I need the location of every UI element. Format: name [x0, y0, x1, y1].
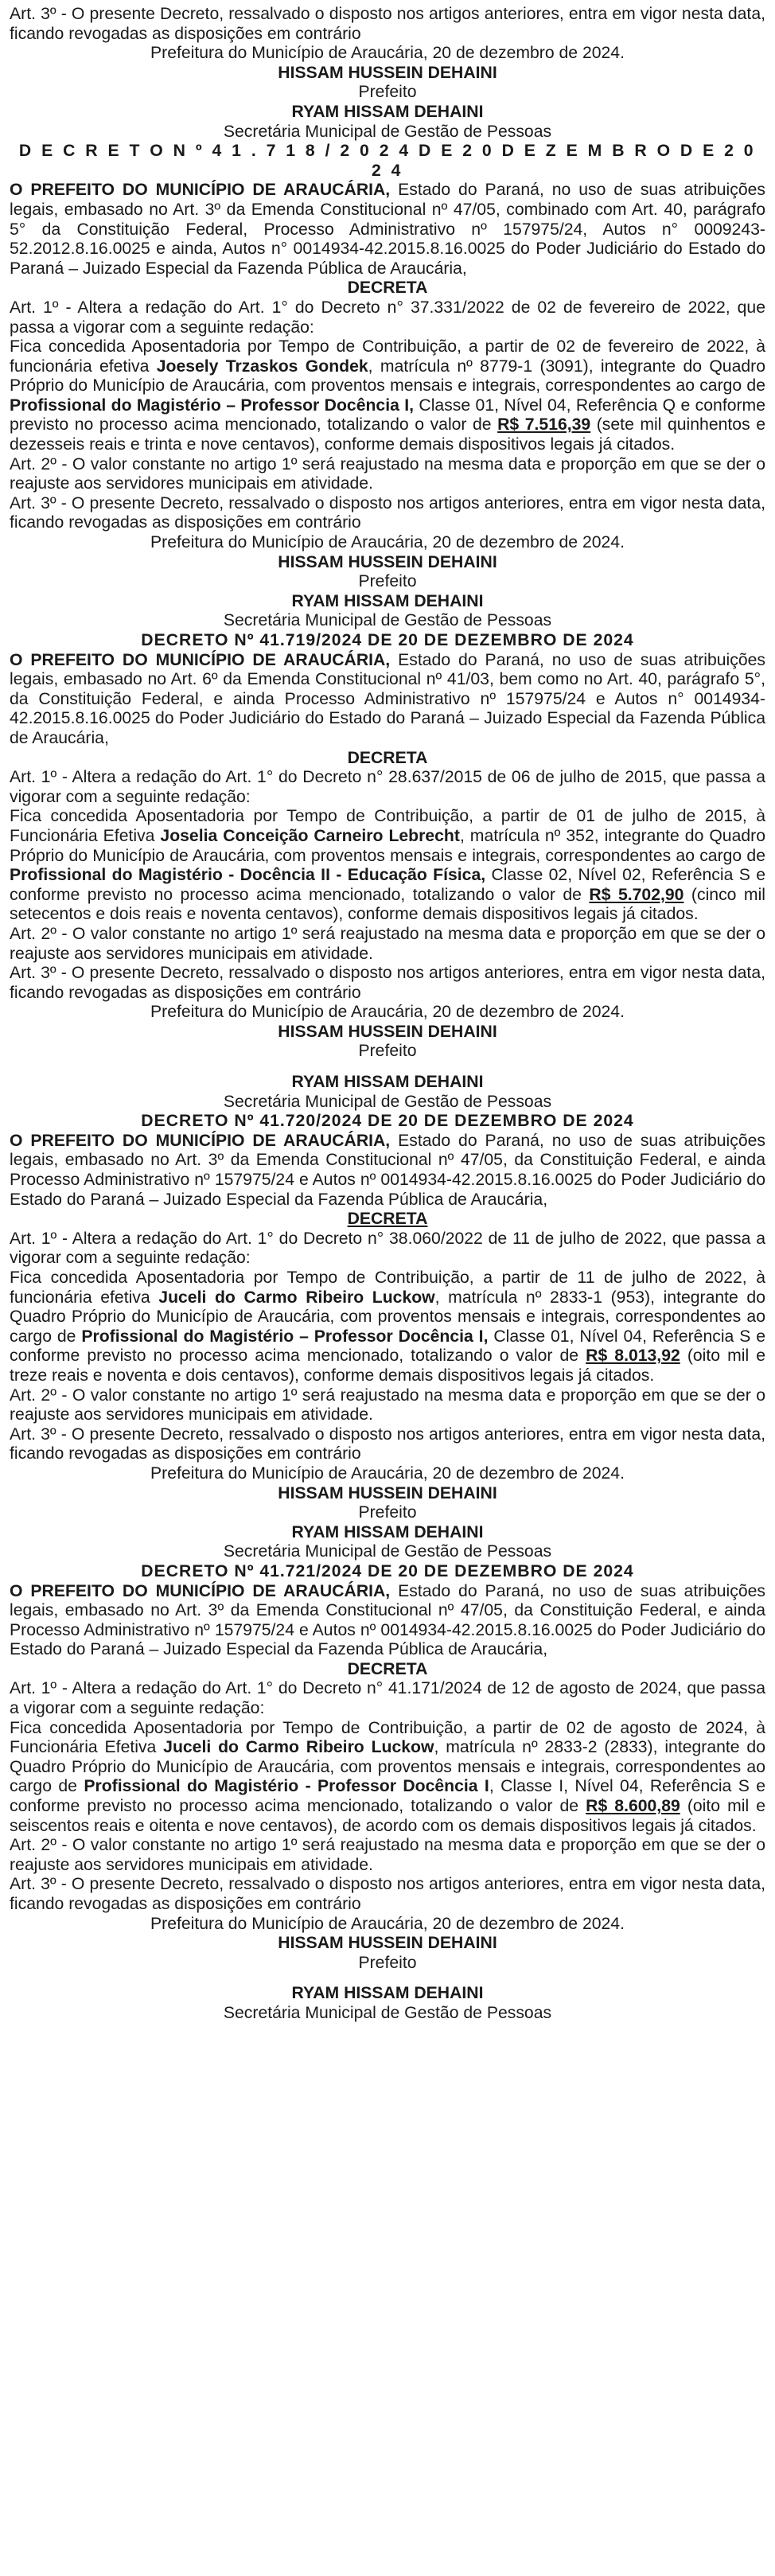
article-1: Art. 1º - Altera a redação do Art. 1° do Decreto n° 38.060/2022 de 11 de julho de 2022, que passa a vigorar com a seguinte redação: — [10, 1229, 765, 1268]
place-date: Prefeitura do Município de Araucária, 20 de dezembro de 2024. — [150, 1003, 625, 1022]
secretary-name: RYAM HISSAM DEHAINI — [291, 1073, 484, 1092]
body-text: (oito mil e treze reais e noventa e dois centavos), conforme demais dispositivos legais já citados. — [10, 1346, 765, 1385]
employee-name: Juceli do Carmo Ribeiro Luckow — [158, 1288, 435, 1307]
preamble-text: Estado do Paraná, no uso de suas atribuições legais, embasado no Art. 3º da Emenda Constitucional nº 47/05, da Constituição Federal, e ainda Processo Administrativo nº 157975/24 e Autos nº 0014934-42.2015.8.16.0025 do Poder Judiciário do Estado do Paraná – Juizado Especial da Fazenda Pública de Araucária, — [10, 1131, 765, 1209]
preamble-text: Estado do Paraná, no uso de suas atribuições legais, embasado no Art. 3º da Emenda Constitucional nº 47/05, combinado com Art. 40, parágrafo 5° da Constituição Federal, Processo Administrativo nº 157975/24, Autos n° 0009243-52.2012.8.16.0025 e ainda, Autos n° 0014934-42.2015.8.16.0025 do Poder Judiciário do Estado do Paraná – Juizado Especial da Fazenda Pública de Araucária, — [10, 181, 765, 278]
preamble-lead: O PREFEITO DO MUNICÍPIO DE ARAUCÁRIA, — [10, 1131, 391, 1150]
pension-amount: R$ 8.013,92 — [586, 1346, 680, 1366]
pension-amount: R$ 5.702,90 — [589, 885, 684, 904]
decreta-heading: DECRETA — [347, 748, 428, 767]
decree-41718 — [10, 142, 765, 631]
job-title: Profissional do Magistério – Professor Docência I, — [10, 396, 415, 415]
article-2: Art. 2º - O valor constante no artigo 1º será reajustado na mesma data e proporção em que se der o reajuste aos servidores municipais em atividade. — [10, 924, 765, 963]
previous-decree-tail — [10, 5, 765, 142]
article-1-body — [10, 807, 765, 925]
secretary-name: RYAM HISSAM DEHAINI — [291, 1522, 484, 1541]
decree-41719 — [10, 631, 765, 1112]
article-3: Art. 3º - O presente Decreto, ressalvado o disposto nos artigos anteriores, entra em vigor nesta data, ficando revogadas as disposições em contrário — [10, 964, 765, 1002]
employee-name: Joselia Conceição Carneiro Lebrecht — [160, 826, 460, 845]
mayor-name: HISSAM HUSSEIN DEHAINI — [278, 1022, 497, 1041]
article-3: Art. 3º - O presente Decreto, ressalvado o disposto nos artigos anteriores, entra em vigor nesta data, ficando revogadas as disposições em contrário — [10, 5, 765, 43]
article-1-body — [10, 1719, 765, 1837]
pension-amount: R$ 7.516,39 — [497, 415, 591, 435]
employee-name: Juceli do Carmo Ribeiro Luckow — [163, 1738, 434, 1757]
body-text: (cinco mil setecentos e dois reais e noventa centavos), conforme demais dispositivos legais já citados. — [10, 885, 765, 924]
preamble — [10, 651, 765, 749]
body-text: Fica concedida Aposentadoria por Tempo de Contribuição, a partir de 02 de agosto de 2024, à Funcionária Efetiva — [10, 1718, 765, 1757]
secretary-role: Secretária Municipal de Gestão de Pessoas — [223, 122, 552, 141]
pension-amount: R$ 8.600,89 — [586, 1797, 680, 1816]
preamble — [10, 1132, 765, 1210]
body-text: , matrícula nº 352, integrante do Quadro Próprio do Município de Araucária, com proventos mensais e integrais, correspondentes ao cargo de — [10, 826, 765, 865]
article-2: Art. 2º - O valor constante no artigo 1º será reajustado na mesma data e proporção em que se der o reajuste aos servidores municipais em atividade. — [10, 1836, 765, 1874]
article-2: Art. 2º - O valor constante no artigo 1º será reajustado na mesma data e proporção em que se der o reajuste aos servidores municipais em atividade. — [10, 1385, 765, 1424]
secretary-role: Secretária Municipal de Gestão de Pessoas — [223, 1542, 552, 1561]
decree-title: DECRETO Nº 41.721/2024 DE 20 DE DEZEMBRO DE 2024 — [141, 1561, 634, 1580]
preamble-text: Estado do Paraná, no uso de suas atribuições legais, embasado no Art. 6º da Emenda Constitucional nº 41/03, bem como no Art. 40, parágrafo 5°, da Constituição Federal, e ainda Processo Administrativo nº 157975/24 e Autos n° 0014934-42.2015.8.16.0025 do Poder Judiciário do Estado do Paraná – Juizado Especial da Fazenda Pública de Araucária, — [10, 650, 765, 747]
body-text: Classe 01, Nível 04, Referência S e conforme previsto no processo acima mencionado, totalizando o valor de — [10, 1327, 766, 1366]
place-date: Prefeitura do Município de Araucária, 20 de dezembro de 2024. — [150, 44, 625, 63]
body-text: (sete mil quinhentos e dezesseis reais e trinta e nove centavos), conforme demais dispositivos legais já citados. — [10, 415, 765, 454]
decree-41721 — [10, 1562, 765, 2024]
body-text: , matrícula nº 8779-1 (3091), integrante do Quadro Próprio do Município de Araucária, com proventos mensais e integrais, correspondentes ao cargo de — [10, 357, 765, 396]
place-date: Prefeitura do Município de Araucária, 20 de dezembro de 2024. — [150, 533, 625, 552]
place-date: Prefeitura do Município de Araucária, 20 de dezembro de 2024. — [150, 1914, 625, 1933]
employee-name: Joesely Trzaskos Gondek — [156, 357, 368, 376]
body-text: , Classe I, Nível 04, Referência S e conforme previsto no processo acima mencionado, totalizando o valor de — [10, 1777, 766, 1816]
body-text: , matrícula nº 2833-2 (2833), integrante do Quadro Próprio do Município de Araucária, com proventos mensais e integrais, correspondentes ao cargo de — [10, 1738, 765, 1796]
decree-41720 — [10, 1112, 765, 1562]
spacer — [10, 1973, 765, 1984]
article-3: Art. 3º - O presente Decreto, ressalvado o disposto nos artigos anteriores, entra em vigor nesta data, ficando revogadas as disposições em contrário — [10, 1424, 765, 1463]
mayor-name: HISSAM HUSSEIN DEHAINI — [278, 63, 497, 82]
mayor-role: Prefeito — [358, 1042, 417, 1061]
job-title: Profissional do Magistério - Docência II - Educação Física, — [10, 866, 486, 885]
secretary-role: Secretária Municipal de Gestão de Pessoas — [223, 2003, 552, 2022]
body-text: (oito mil e seiscentos reais e oitenta e nove centavos), de acordo com os demais dispositivos legais já citados. — [10, 1797, 765, 1835]
secretary-name: RYAM HISSAM DEHAINI — [291, 102, 484, 121]
mayor-role: Prefeito — [358, 572, 417, 591]
decree-title: DECRETO Nº 41.720/2024 DE 20 DE DEZEMBRO DE 2024 — [141, 1112, 634, 1131]
preamble — [10, 1582, 765, 1660]
preamble-lead: O PREFEITO DO MUNICÍPIO DE ARAUCÁRIA, — [10, 1581, 391, 1600]
body-text: Fica concedida Aposentadoria por Tempo de Contribuição, a partir de 01 de julho de 2015, à Funcionária Efetiva — [10, 807, 765, 845]
preamble-lead: O PREFEITO DO MUNICÍPIO DE ARAUCÁRIA, — [10, 650, 391, 669]
article-2: Art. 2º - O valor constante no artigo 1º será reajustado na mesma data e proporção em que se der o reajuste aos servidores municipais em atividade. — [10, 454, 765, 493]
preamble — [10, 181, 765, 279]
decreta-heading: DECRETA — [347, 1210, 428, 1229]
spacer — [10, 1062, 765, 1073]
mayor-role: Prefeito — [358, 83, 417, 102]
mayor-name: HISSAM HUSSEIN DEHAINI — [278, 1483, 497, 1502]
secretary-name: RYAM HISSAM DEHAINI — [291, 591, 484, 610]
preamble-lead: O PREFEITO DO MUNICÍPIO DE ARAUCÁRIA, — [10, 181, 391, 200]
decree-title: D E C R E T O N º 4 1 . 7 1 8 / 2 0 2 4 D E 2 0 D E Z E M B R O D E 2 0 2 4 — [18, 142, 757, 180]
mayor-name: HISSAM HUSSEIN DEHAINI — [278, 1934, 497, 1953]
article-1-body — [10, 337, 765, 455]
body-text: Fica concedida Aposentadoria por Tempo de Contribuição, a partir de 11 de julho de 2022, à funcionária efetiva — [10, 1269, 765, 1307]
body-text: Classe 02, Nível 02, Referência S e conforme previsto no processo acima mencionado, totalizando o valor de — [10, 866, 765, 904]
article-1-body — [10, 1269, 765, 1386]
body-text: Classe 01, Nível 04, Referência Q e conforme previsto no processo acima mencionado, totalizando o valor de — [10, 396, 765, 435]
decree-title: DECRETO Nº 41.719/2024 DE 20 DE DEZEMBRO DE 2024 — [141, 631, 634, 649]
body-text: , matrícula nº 2833-1 (953), integrante do Quadro Próprio do Município de Araucária, com proventos mensais e integrais, correspondentes ao cargo de — [10, 1288, 765, 1346]
body-text: Fica concedida Aposentadoria por Tempo de Contribuição, a partir de 02 de fevereiro de 2022, à funcionária efetiva — [10, 337, 765, 376]
article-1: Art. 1º - Altera a redação do Art. 1° do Decreto n° 28.637/2015 de 06 de julho de 2015, que passa a vigorar com a seguinte redação: — [10, 768, 765, 806]
mayor-role: Prefeito — [358, 1503, 417, 1522]
decreta-heading: DECRETA — [347, 1659, 428, 1678]
secretary-role: Secretária Municipal de Gestão de Pessoas — [223, 1092, 552, 1111]
article-3: Art. 3º - O presente Decreto, ressalvado o disposto nos artigos anteriores, entra em vigor nesta data, ficando revogadas as disposições em contrário — [10, 1875, 765, 1913]
article-1: Art. 1º - Altera a redação do Art. 1° do Decreto n° 41.171/2024 de 12 de agosto de 2024, que passa a vigorar com a seguinte redação: — [10, 1679, 765, 1718]
article-1: Art. 1º - Altera a redação do Art. 1° do Decreto n° 37.331/2022 de 02 de fevereiro de 2022, que passa a vigorar com a seguinte redação: — [10, 298, 765, 337]
place-date: Prefeitura do Município de Araucária, 20 de dezembro de 2024. — [150, 1463, 625, 1483]
article-3: Art. 3º - O presente Decreto, ressalvado o disposto nos artigos anteriores, entra em vigor nesta data, ficando revogadas as disposições em contrário — [10, 493, 765, 532]
preamble-text: Estado do Paraná, no uso de suas atribuições legais, embasado no Art. 3º da Emenda Constitucional nº 47/05, da Constituição Federal, e ainda Processo Administrativo nº 157975/24 e Autos nº 0014934-42.2015.8.16.0025 do Poder Judiciário do Estado do Paraná – Juizado Especial da Fazenda Pública de Araucária, — [10, 1581, 765, 1659]
job-title: Profissional do Magistério - Professor Docência I — [84, 1777, 489, 1796]
mayor-name: HISSAM HUSSEIN DEHAINI — [278, 552, 497, 571]
secretary-role: Secretária Municipal de Gestão de Pessoas — [223, 611, 552, 630]
mayor-role: Prefeito — [358, 1953, 417, 1972]
decreta-heading: DECRETA — [347, 279, 428, 298]
secretary-name: RYAM HISSAM DEHAINI — [291, 1984, 484, 2003]
job-title: Profissional do Magistério – Professor Docência I, — [81, 1327, 489, 1346]
